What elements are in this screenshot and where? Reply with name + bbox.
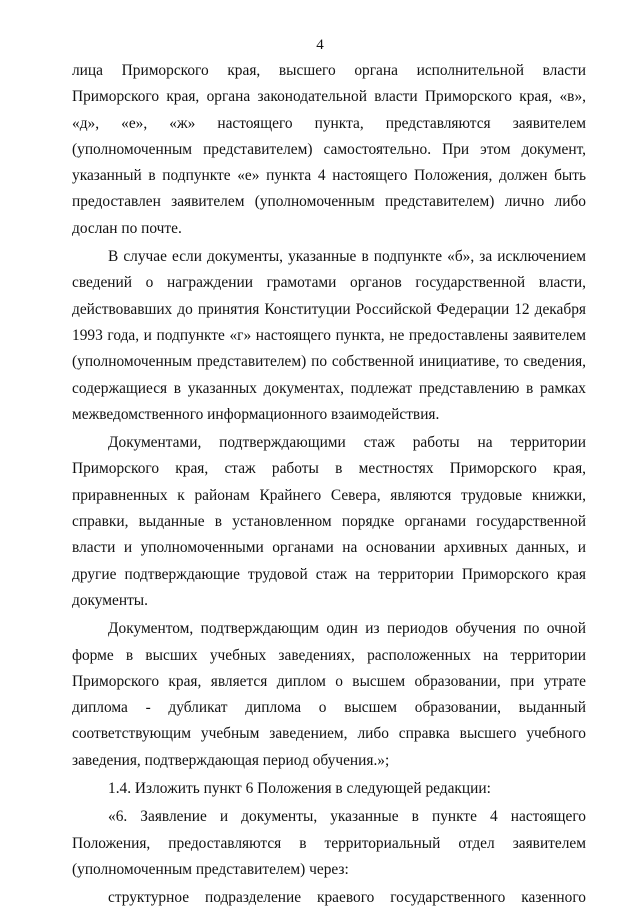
paragraph-education-documents: Документом, подтверждающим один из периодов обучения по очной форме в высших учебных заведениях, расположенных на территории Приморского края, является диплом о высшем образовании, при утрате диплома - дубликат диплома о высшем образовании, выданный соответствующим учебным заведением, либо справка высшего учебного заведения, подтверждающая период обучения.»; — [72, 620, 586, 769]
paragraph-continuation: лица Приморского края, высшего органа исполнительной власти Приморского края, органа законодательной власти Приморского края, «в», «д», «е», «ж» настоящего пункта, представляются заявителем (уполномоченным представителем) самостоятельно. При этом документ, указанный в подпункте «е» пункта 4 настоящего Положения, должен быть предоставлен заявителем (уполномоченным представителем) лично либо дослан по почте. — [72, 62, 586, 237]
paragraph-clause-6: «6. Заявление и документы, указанные в пункте 4 настоящего Положения, предоставляются в территориальный отдел заявителем (уполномоченным представителем) через: — [72, 808, 586, 878]
document-body — [72, 58, 586, 914]
paragraph-interagency-request: В случае если документы, указанные в подпункте «б», за исключением сведений о награждении грамотами органов государственной власти, действовавших до принятия Конституции Российской Федерации 12 декабря 1993 года, и подпункте «г» настоящего пункта, не предоставлены заявителем (уполномоченным представителем) по собственной инициативе, то сведения, содержащиеся в указанных документах, подлежат представлению в рамках межведомственного информационного взаимодействия. — [72, 248, 586, 423]
paragraph-amendment-1-4: 1.4. Изложить пункт 6 Положения в следующей редакции: — [108, 780, 491, 798]
paragraph-structural-unit: структурное подразделение краевого государственного казенного — [108, 889, 586, 907]
paragraph-work-experience-documents: Документами, подтверждающими стаж работы на территории Приморского края, стаж работы в местностях Приморского края, приравненных к районам Крайнего Севера, являются трудовые книжки, справки, выданные в установленном порядке органами государственной власти и уполномоченными органами на основании архивных данных, и другие подтверждающие трудовой стаж на территории Приморского края документы. — [72, 434, 586, 609]
page-number: 4 — [316, 37, 324, 53]
